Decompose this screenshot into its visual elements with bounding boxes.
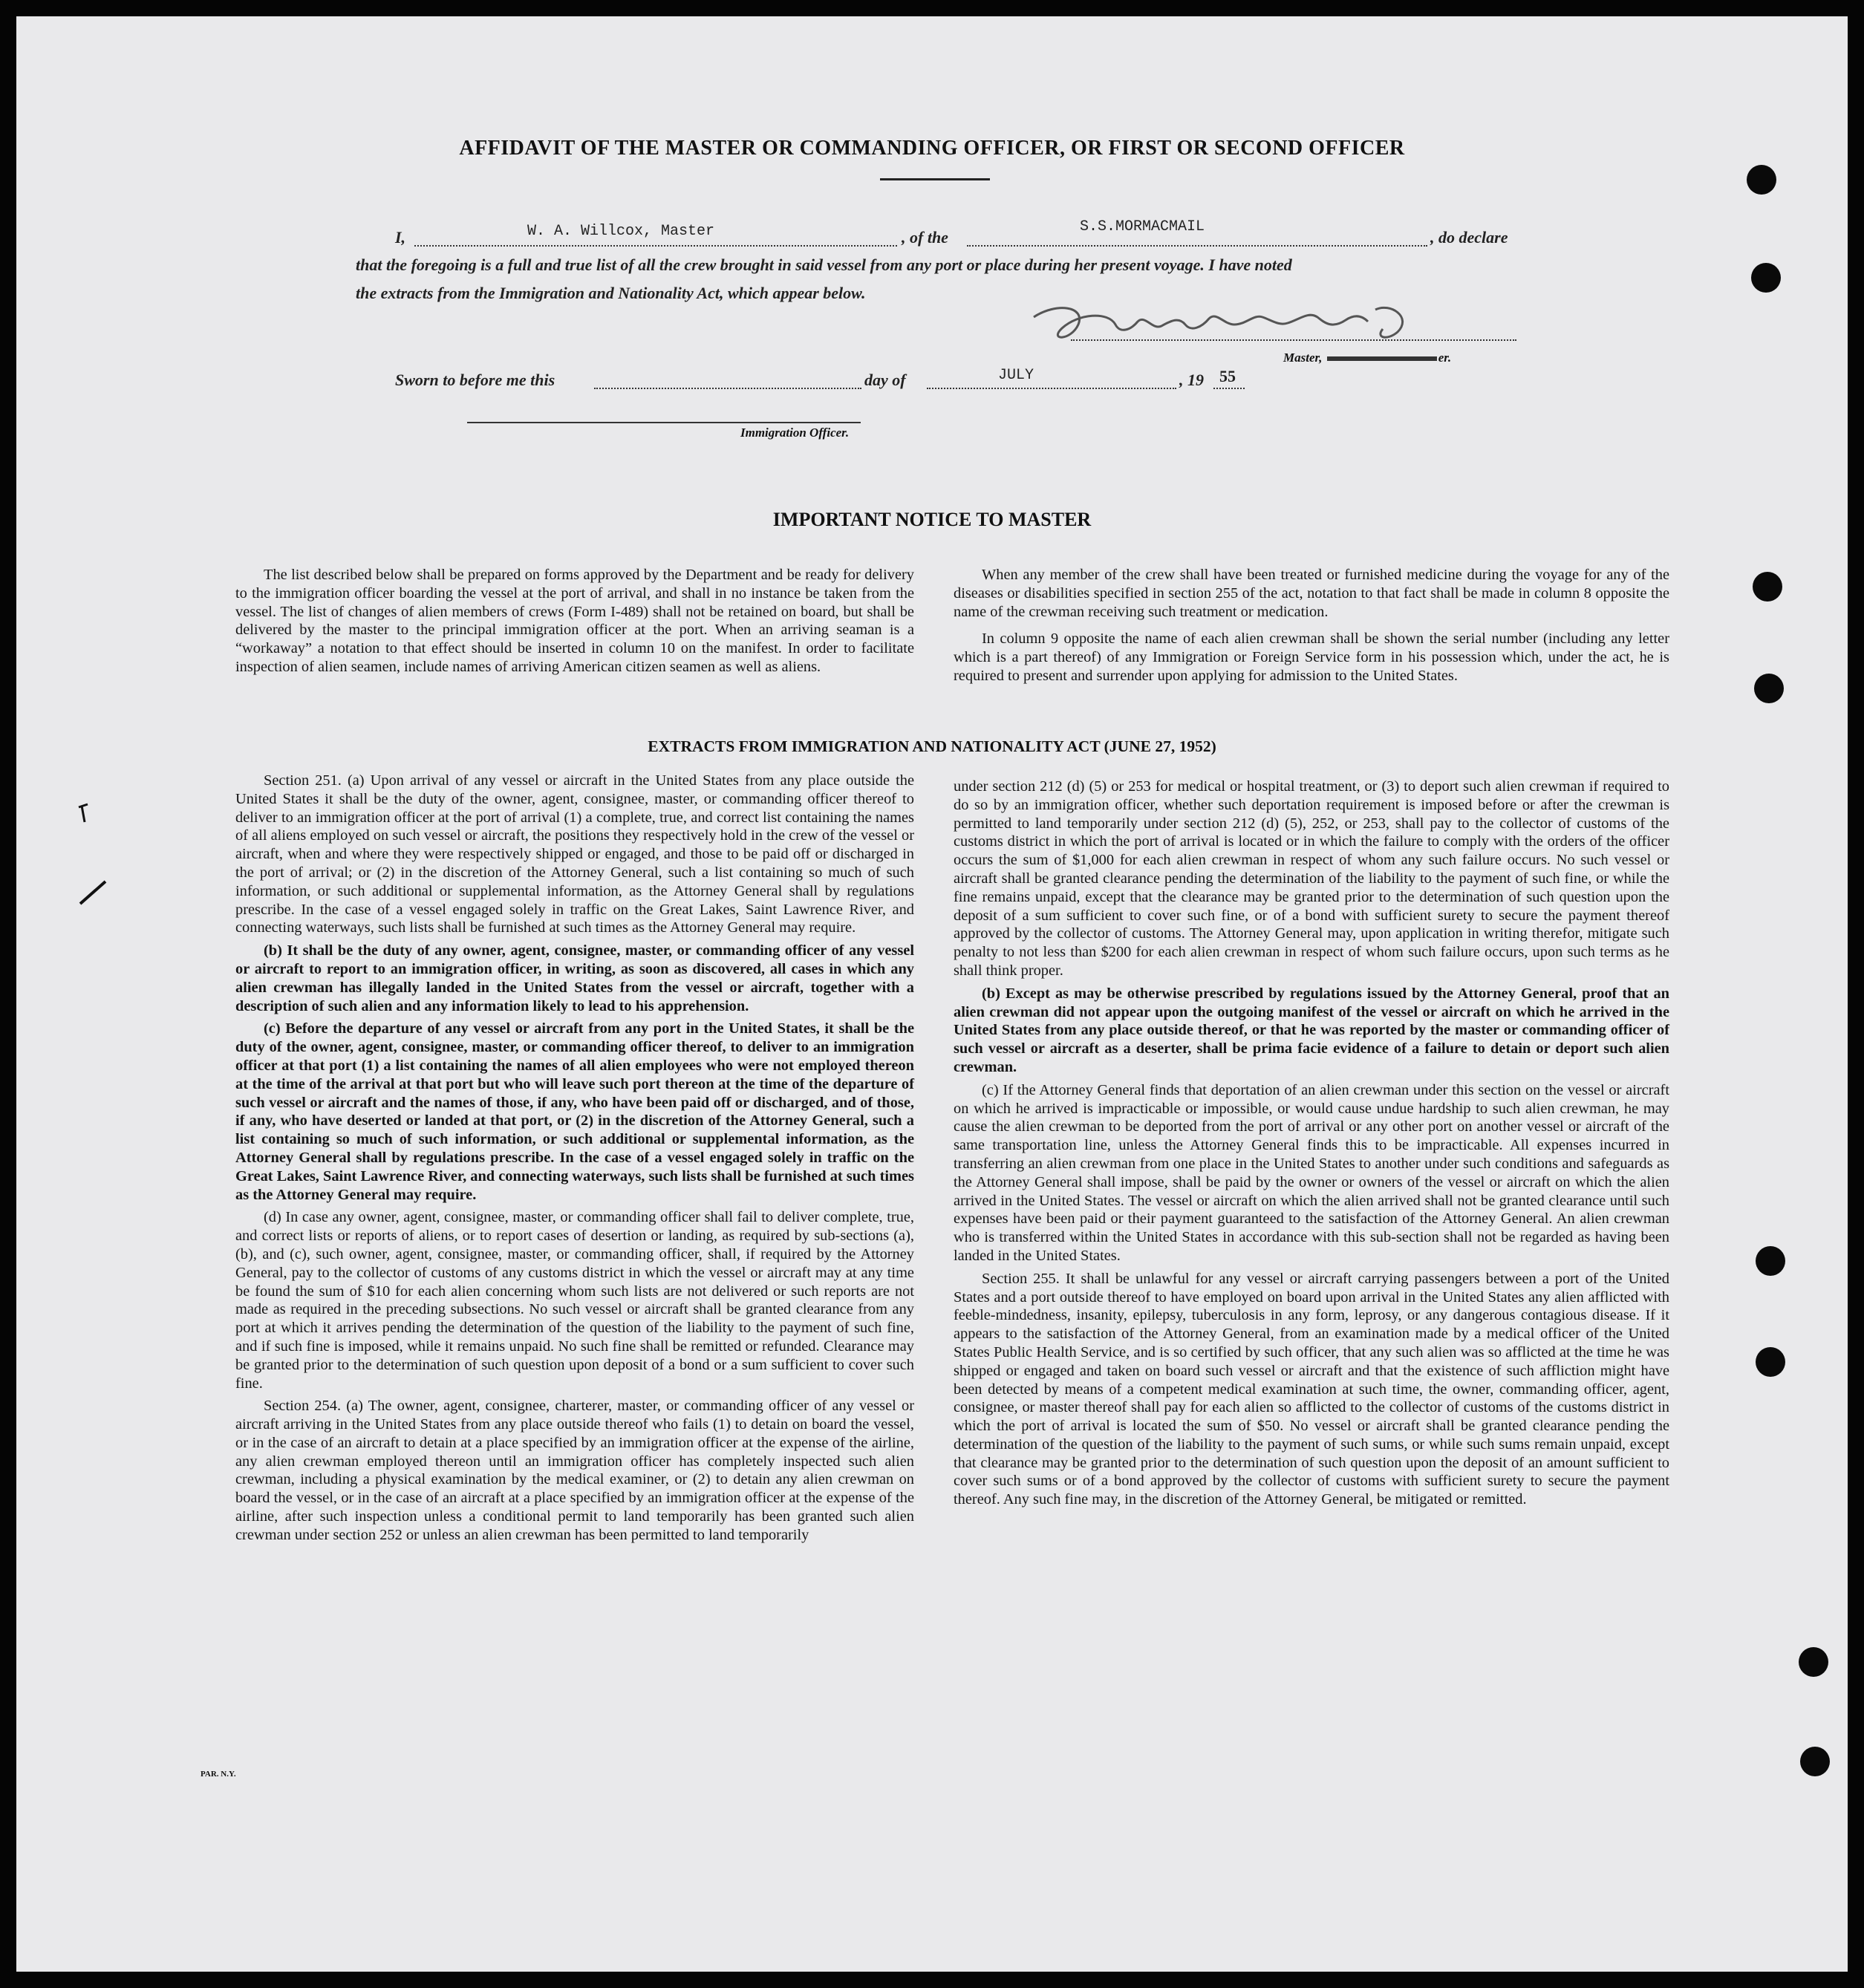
declaration-prefix: I, <box>395 228 406 247</box>
declaration-line-2: the extracts from the Immigration and Nationality Act, which appear below. <box>356 284 866 302</box>
year-field <box>1213 367 1245 389</box>
section-251a: Section 251. (a) Upon arrival of any vessel or aircraft in the United States from any place outside the United States it shall be the duty of the owner, agent, consignee, master, or commanding officer thereof to deliver to an immigration officer at the port of arrival (1) a complete, true, and correct list containing the names of all aliens employed on such vessel or aircraft, the positions they respectively hold in the crew of the vessel or aircraft, when and where they were respectively shipped or engaged, and those to be paid off or discharged in the port of arrival; or (2) in the discretion of the Attorney General, such a list containing so much of such information, or such additional or supplemental information, as the Attorney General shall by regulations prescribe. In the case of a vessel engaged solely in traffic on the Great Lakes, Saint Lawrence River, and connecting waterways, such lists shall be furnished at such times as the Attorney General may require. <box>235 772 914 936</box>
month-field <box>927 367 1176 389</box>
do-declare-label: , do declare <box>1430 228 1508 247</box>
master-name-value: W. A. Willcox, Master <box>527 223 715 240</box>
extracts-left-column <box>235 772 914 1545</box>
binder-hole <box>1799 1647 1828 1677</box>
section-255: Section 255. It shall be unlawful for any vessel or aircraft carrying passengers between a port of the United States and a port outside thereof to have employed on board upon arrival in the United States any alien afflicted with feeble-mindedness, insanity, epilepsy, tuberculosis in any form, leprosy, or any dangerous contagious disease. If it appears to the satisfaction of the Attorney General, from an examination made by a medical officer of the United States Public Health Service, and is so certified by such officer, that any such alien was so afflicted at the time he was shipped or engaged and taken on board such vessel or aircraft and that the existence of such affliction might have been detected by means of a competent medical examination at such time, the owner, commanding officer, agent, consignee, or master thereof shall pay for each alien so afflicted to the collector of customs of the customs district in which the port of arrival is located the sum of $50. No vessel or aircraft shall be granted clearance pending the determination of the question of the liability to the payment of such sums, or while such sums remain unpaid, except that clearance may be granted prior to the determination of such question upon the deposit of an amount sufficient to cover such sums or of a bond approved by the collector of customs with sufficient surety to secure the payment thereof. Any such fine may, in the discretion of the Attorney General, be mitigated or remitted. <box>954 1270 1669 1508</box>
section-254a: Section 254. (a) The owner, agent, consignee, charterer, master, or commanding officer of any vessel or aircraft arriving in the United States from any place outside thereof who fails (1) to detain on board the vessel, or in the case of an aircraft to detain at a place specified by an immigration officer at the expense of the airline, any alien crewman employed thereon until an immigration officer has completely inspected such alien crewman, including a physical examination by the medical examiner, or (2) to detain any alien crewman on board the vessel, or in the case of an aircraft at a place specified by an immigration officer at the expense of the airline, after such inspection unless a conditional permit to land temporarily has been granted such alien crewman under section 252 or unless an alien crewman has been permitted to land temporarily <box>235 1398 914 1543</box>
immigration-officer-label: Immigration Officer. <box>740 426 850 440</box>
notice-right-column <box>954 566 1669 685</box>
margin-marks <box>74 800 126 919</box>
vessel-name-value: S.S.MORMACMAIL <box>1080 218 1205 235</box>
day-of-label: day of <box>864 371 906 389</box>
immigration-officer-line <box>467 422 861 423</box>
section-251c: (c) Before the departure of any vessel or aircraft from any port in the United States, it shall be the duty of the owner, agent, consignee, master, or commanding officer thereof, to deliver to an immigration officer at that port (1) a list containing the names of all alien employees who were not employed thereon at the time of the arrival at that port but who will leave such port thereon at the time of the departure of such vessel or aircraft and the names of those, if any, who have been paid off or discharged, and of those, if any, who have deserted or landed at that port, or (2) in the discretion of the Attorney General, such a list containing so much of such information, or such additional or supplemental information, as the Attorney General shall by regulations prescribe. In the case of a vessel engaged solely in traffic on the Great Lakes, Saint Lawrence River, and connecting waterways, such lists shall be furnished at such times as the Attorney General may require. <box>235 1020 914 1203</box>
section-251d: (d) In case any owner, agent, consignee, master, or commanding officer shall fail to deliver complete, true, and correct lists or reports of aliens, or to report cases of desertion or landing, as required by sub-sections (a), (b), and (c), such owner, agent, consignee, master, or commanding officer, shall, if required by the Attorney General, pay to the collector of customs of any customs district in which the vessel or aircraft may at any time be found the sum of $10 for each alien concerning whom such lists are not delivered or such reports are not made as required in the preceding subsections. No such vessel or aircraft shall be granted clearance from any port at which it arrives pending the determination of the question of the liability to the payment of such fine, and if such fine is imposed, while it remains unpaid. No such fine shall be remitted or refunded. Clearance may be granted prior to the determination of such question upon deposit of a bond or a sum sufficient to cover such fine. <box>235 1209 914 1392</box>
notice-paragraph: The list described below shall be prepared on forms approved by the Department and be ready for delivery to the immigration officer boarding the vessel at the port of arrival, and shall in no instance be taken from the vessel. The list of changes of alien members of crews (Form I-489) shall not be retained on board, but shall be delivered by the master to the principal immigration officer at the port. When an arriving seaman is a “workaway” a notation to that effect should be inserted in column 10 on the manifest. In order to facilitate inspection of alien seamen, include names of arriving American citizen seamen as well as aliens. <box>235 567 914 675</box>
master-signature <box>1026 295 1442 354</box>
of-the-label: , of the <box>902 228 948 247</box>
section-254a-cont: under section 212 (d) (5) or 253 for medical or hospital treatment, or (3) to deport such alien crewman if required to do so by an immigration officer, whether such deportation requirement is imposed before or after the crewman is permitted to land temporarily under section 212 (d) (5), 252, or 253, shall pay to the collector of customs of the customs district in which the port of arrival is located or in which the failure to comply with the orders of the officer occurs the sum of $1,000 for each alien crewman in respect of whom any such failure occurs. No such vessel or aircraft shall be granted clearance pending the determination of the liability to the payment of such fine, or while the fine remains unpaid, except that the clearance may be granted prior to the determination of such question upon the deposit of a sum sufficient to cover such fine, or of a bond with sufficient surety to secure the payment thereof approved by the collector of customs. The Attorney General may, upon application in writing therefor, mitigate such penalty to not less than $200 for each alien crewman in respect of whom such failure occurs, upon such terms as he shall think proper. <box>954 778 1669 979</box>
section-251b: (b) It shall be the duty of any owner, agent, consignee, master, or commanding officer of any vessel or aircraft to report to an immigration officer, in writing, as soon as discovered, all cases in which any alien crewman has illegally landed in the United States from the vessel or aircraft, together with a description of such alien and any information likely to lead to his apprehension. <box>235 942 914 1014</box>
struck-text <box>1327 356 1437 361</box>
notice-title: IMPORTANT NOTICE TO MASTER <box>772 509 1092 530</box>
notice-paragraph: In column 9 opposite the name of each alien crewman shall be shown the serial number (including any letter which is a part thereof) of any Immigration or Foreign Service form in his possession which, under the act, he is required to present and surrender upon applying for admission to the United States. <box>954 630 1669 684</box>
printer-mark: PAR. N.Y. <box>201 1770 236 1779</box>
title-divider <box>880 178 990 180</box>
binder-hole <box>1753 572 1782 602</box>
sworn-label: Sworn to before me this <box>395 371 555 389</box>
binder-hole <box>1754 674 1784 703</box>
binder-hole <box>1756 1347 1785 1377</box>
sworn-day-field <box>594 371 861 389</box>
notice-left-column <box>235 566 914 677</box>
notice-paragraph: When any member of the crew shall have been treated or furnished medicine during the voyage for any of the diseases or disabilities specified in section 255 of the act, notation to that fact shall be made in column 8 opposite the name of the crewman receiving such treatment or medication. <box>954 567 1669 620</box>
signature-line <box>1071 338 1516 341</box>
declaration-line-1: that the foregoing is a full and true list of all the crew brought in said vessel from any port or place during her present voyage. I have noted <box>356 255 1292 274</box>
binder-hole <box>1800 1747 1830 1776</box>
section-254c: (c) If the Attorney General finds that deportation of an alien crewman under this section on the vessel or aircraft on which he arrived is impracticable or impossible, or would cause undue hardship to such alien crewman, he may cause the alien crewman to be deported from the port of arrival or any other port on another vessel or aircraft of the same transportation line, unless the Attorney General finds this to be impracticable. All expenses incurred in transferring an alien crewman from one place in the United States to another under such conditions and safeguards as the Attorney General shall impose, shall be paid by the owner or owners of the vessel or aircraft on which the alien arrived in the United States. The vessel or aircraft on which the alien arrived shall not be granted clearance until such expenses have been paid or their payment guaranteed to the satisfaction of the Attorney General. An alien crewman who is transferred within the United States in accordance with this sub-section shall not be regarded as having been landed in the United States. <box>954 1081 1669 1264</box>
signature-title: Master, er. <box>1283 351 1452 365</box>
affidavit-title: AFFIDAVIT OF THE MASTER OR COMMANDING OFFICER, OR FIRST OR SECOND OFFICER <box>459 137 1405 160</box>
binder-hole <box>1751 263 1781 293</box>
extracts-right-column <box>954 778 1669 1509</box>
document-page <box>16 16 1848 1972</box>
bleed-through-text <box>1412 1791 1799 1831</box>
year-prefix: , 19 <box>1179 371 1204 389</box>
year-value: 55 <box>1219 367 1236 385</box>
extracts-title: EXTRACTS FROM IMMIGRATION AND NATIONALITY ACT (JUNE 27, 1952) <box>648 737 1216 755</box>
month-value: JULY <box>998 367 1034 384</box>
master-name-field <box>414 223 897 247</box>
binder-hole <box>1756 1246 1785 1276</box>
section-254b: (b) Except as may be otherwise prescribed by regulations issued by the Attorney General, proof that an alien crewman did not appear upon the outgoing manifest of the vessel or aircraft on which he arrived in the United States from any place outside thereof, or that he was reported by the master or commanding officer of such vessel or aircraft as a deserter, shall be prima facie evidence of a failure to detain or deport such alien crewman. <box>954 985 1669 1075</box>
binder-hole <box>1747 165 1776 195</box>
vessel-name-field <box>967 218 1427 247</box>
